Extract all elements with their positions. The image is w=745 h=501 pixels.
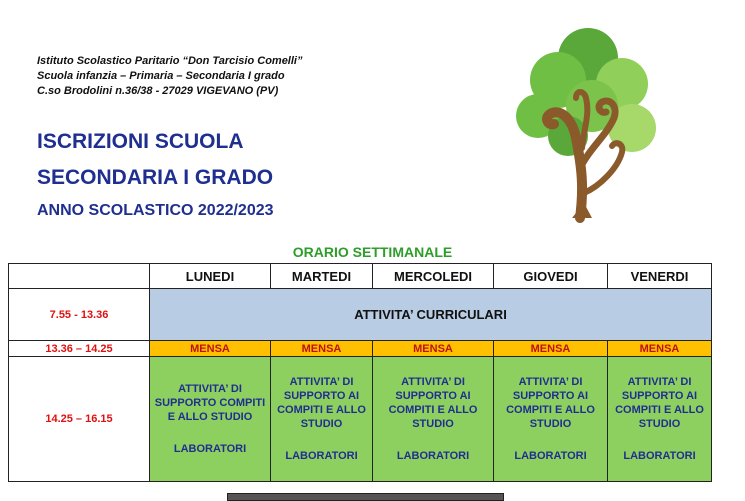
title-line-3: ANNO SCOLASTICO 2022/2023 [37, 202, 274, 219]
mensa-wednesday: MENSA [373, 341, 494, 357]
activity-text: ATTIVITA’ DI SUPPORTO AI COMPITI E ALLO STUDIO [506, 376, 595, 430]
activity-text: ATTIVITA’ DI SUPPORTO COMPITI E ALLO STUDIO [154, 383, 266, 423]
activity-wednesday [373, 357, 494, 482]
activity-lab: LABORATORI [173, 443, 247, 455]
activity-lab: LABORATORI [514, 450, 587, 462]
activity-thursday [494, 357, 608, 482]
day-monday: LUNEDI [150, 264, 271, 289]
activity-friday [608, 357, 712, 482]
activity-text: ATTIVITA’ DI SUPPORTO AI COMPITI E ALLO STUDIO [615, 376, 704, 430]
table-row [9, 357, 712, 482]
time-slot-3: 14.25 – 16.15 [9, 357, 150, 482]
schedule-title: ORARIO SETTIMANALE [292, 244, 453, 260]
mensa-tuesday: MENSA [271, 341, 373, 357]
activity-tuesday [271, 357, 373, 482]
table-header-row [9, 264, 712, 289]
curricular-activities: ATTIVITA’ CURRICULARI [150, 289, 712, 341]
weekly-schedule-table [8, 263, 712, 482]
title-line-2: SECONDARIA I GRADO [37, 166, 274, 189]
title-line-1: ISCRIZIONI SCUOLA [37, 130, 244, 153]
horizontal-scrollbar[interactable] [227, 493, 504, 501]
activity-text: ATTIVITA’ DI SUPPORTO AI COMPITI E ALLO STUDIO [388, 376, 478, 430]
table-row [9, 289, 712, 341]
day-tuesday: MARTEDI [271, 264, 373, 289]
activity-lab: LABORATORI [623, 450, 696, 462]
institute-info [37, 54, 302, 99]
school-levels: Scuola infanzia – Primaria – Secondaria I grado [37, 70, 285, 82]
institute-name: Istituto Scolastico Paritario “Don Tarcisio Comelli” [37, 55, 303, 67]
mensa-thursday: MENSA [494, 341, 608, 357]
activity-lab: LABORATORI [396, 450, 470, 462]
activity-lab: LABORATORI [285, 450, 358, 462]
corner-cell [9, 264, 150, 289]
day-wednesday: MERCOLEDI [373, 264, 494, 289]
activity-text: ATTIVITA’ DI SUPPORTO AI COMPITI E ALLO STUDIO [277, 376, 366, 430]
time-slot-1: 7.55 - 13.36 [9, 289, 150, 341]
day-friday: VENERDI [608, 264, 712, 289]
day-thursday: GIOVEDI [494, 264, 608, 289]
activity-monday [150, 357, 271, 482]
mensa-friday: MENSA [608, 341, 712, 357]
institute-address: C.so Brodolini n.36/38 - 27029 VIGEVANO (PV) [37, 85, 279, 97]
table-row [9, 341, 712, 357]
mensa-monday: MENSA [150, 341, 271, 357]
tree-logo-icon [510, 18, 660, 223]
time-slot-2: 13.36 – 14.25 [9, 341, 150, 357]
